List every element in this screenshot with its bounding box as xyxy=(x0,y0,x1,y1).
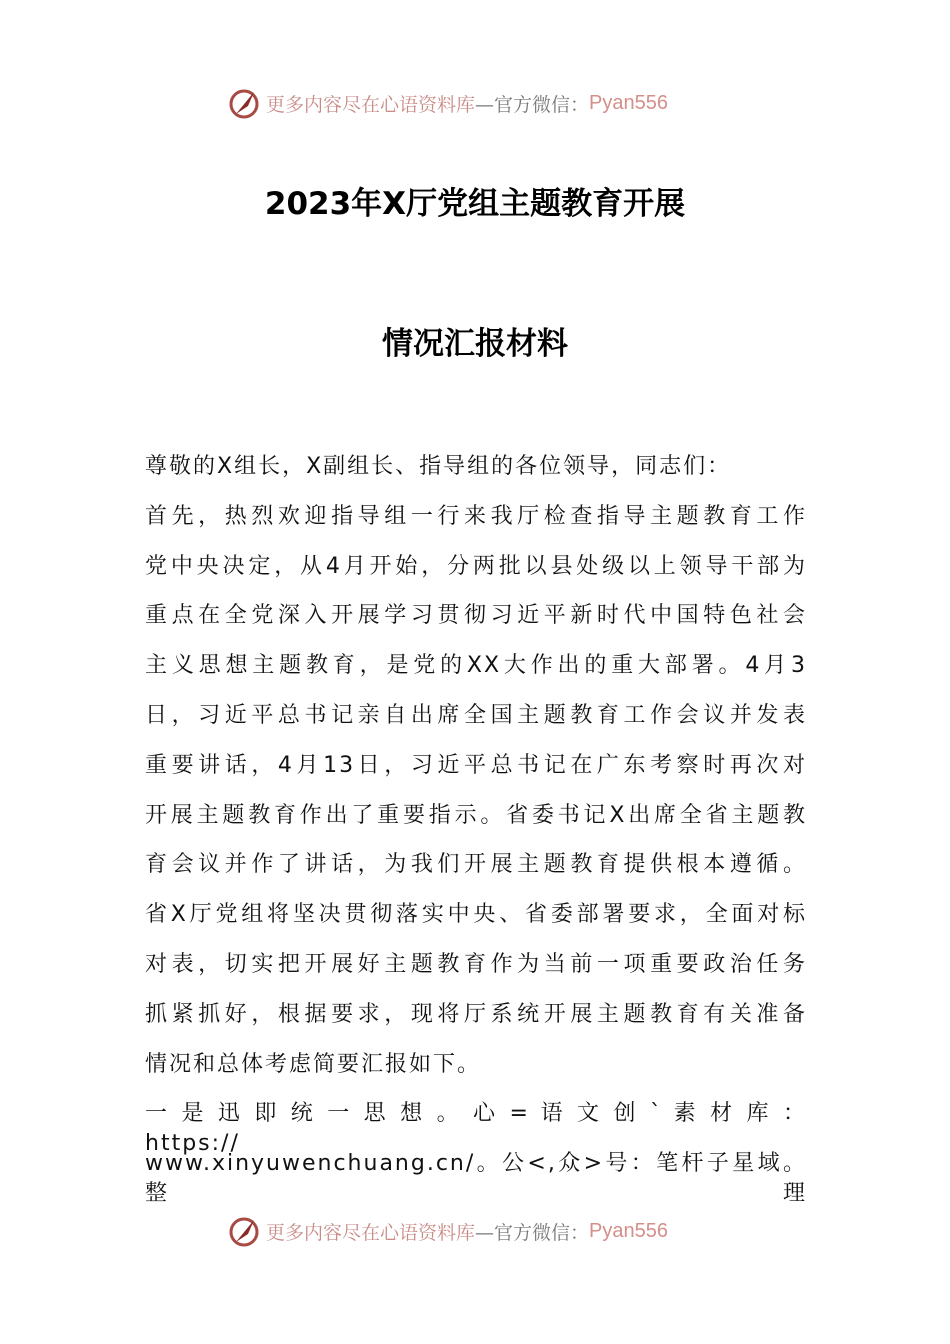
body-line: 抓紧抓好，根据要求，现将厅系统开展主题教育有关准备 xyxy=(145,1001,807,1027)
body-line: 一 是 迅 即 统 一 思 想 。 心 = 语 文 创 ` 素 材 库 ： https:// xyxy=(145,1101,807,1157)
body-line: 重要讲话，4月13日，习近平总书记在广东考察时再次对 xyxy=(145,752,807,778)
title-line-2: 情况汇报材料 xyxy=(382,326,568,362)
watermark-text: 更多内容尽在心语资料库 xyxy=(266,1221,476,1244)
body-line: 尊敬的X组长，X副组长、指导组的各位领导，同志们： xyxy=(145,454,732,479)
watermark-wechat-label: —官方微信： xyxy=(475,1221,590,1244)
body-line: 重点在全党深入开展学习贯彻习近平新时代中国特色社会 xyxy=(145,603,807,629)
quill-logo-icon xyxy=(228,86,262,120)
body-line: 情况和总体考虑简要汇报如下。 xyxy=(145,1051,482,1077)
watermark-wechat-id: Pyan556 xyxy=(589,1219,668,1242)
watermark-wechat-label: —官方微信： xyxy=(475,93,590,116)
title-line-1: 2023年X厅党组主题教育开展 xyxy=(264,186,686,222)
body-line: 首先，热烈欢迎指导组一行来我厅检查指导主题教育工作 xyxy=(145,503,807,529)
body-line: 日，习近平总书记亲自出席全国主题教育工作会议并发表 xyxy=(145,703,807,728)
quill-logo-icon xyxy=(228,1214,262,1248)
watermark-footer xyxy=(228,1211,728,1251)
body-line: www.xinyuwenchuang.cn/。公<,众>号：笔杆子星域。整理 xyxy=(145,1151,807,1207)
watermark-text: 更多内容尽在心语资料库 xyxy=(266,93,476,116)
watermark-header xyxy=(228,83,728,123)
body-line: 主义思想主题教育，是党的XX大作出的重大部署。4月3 xyxy=(145,653,807,679)
body-line: 对表，切实把开展好主题教育作为当前一项重要政治任务 xyxy=(145,952,807,977)
body-line: 党中央决定，从4月开始，分两批以县处级以上领导干部为 xyxy=(145,553,807,579)
body-line: 开展主题教育作出了重要指示。省委书记X出席全省主题教 xyxy=(145,802,807,828)
watermark-wechat-id: Pyan556 xyxy=(589,91,668,114)
body-line: 育会议并作了讲话，为我们开展主题教育提供根本遵循。 xyxy=(145,852,807,878)
body-line: 省X厅党组将坚决贯彻落实中央、省委部署要求，全面对标 xyxy=(145,902,807,928)
